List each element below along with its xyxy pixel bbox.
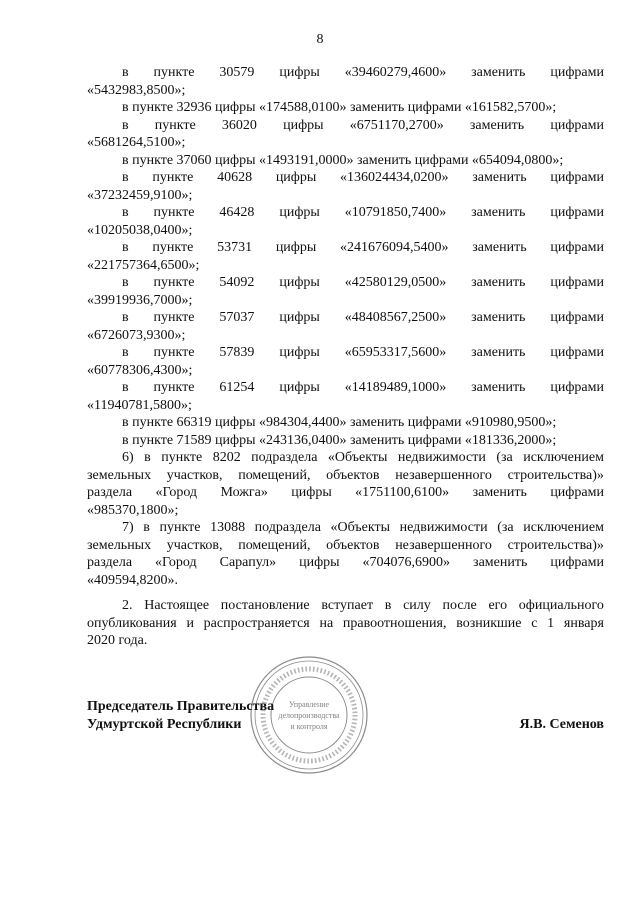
word: пункте [152, 240, 194, 255]
word: цифры [279, 310, 320, 325]
word: цифрами [550, 117, 604, 133]
word: цифры [275, 170, 317, 185]
paragraph [87, 239, 604, 274]
word: заменить [471, 380, 526, 395]
word: цифрами [550, 205, 604, 220]
word: заменить [471, 310, 526, 325]
word: заменить [472, 240, 527, 255]
word: цифры [299, 555, 340, 570]
word: 61254 [219, 380, 255, 395]
word: земельных [87, 537, 152, 553]
word: в [143, 520, 150, 535]
text-line [87, 484, 604, 502]
word: помещений, [238, 537, 311, 553]
word: опубликования [87, 615, 177, 631]
word: заменить [471, 65, 526, 80]
paragraph [87, 519, 604, 589]
text-line: «221757364,6500»; [87, 257, 200, 273]
text-line: «5432983,8500»; [87, 82, 186, 98]
word: раздела [87, 485, 133, 500]
word: Настоящее [144, 598, 210, 613]
word: пункте [152, 170, 194, 185]
word: 36020 [221, 117, 257, 133]
word: «6751170,2700» [349, 117, 444, 133]
text-line [87, 379, 604, 397]
word: 7) [122, 520, 134, 535]
text-line: «409594,8200». [87, 572, 178, 588]
word: недвижимости [397, 450, 486, 465]
word: после [442, 598, 477, 613]
word: цифрами [550, 485, 604, 500]
text-line: в пункте 71589 цифры «243136,0400» заменить цифрами «181336,2000»; [122, 432, 557, 448]
word: «136024434,0200» [340, 170, 449, 185]
signatory-title-line-2: Удмуртской Республики [87, 716, 242, 732]
word: заменить [472, 170, 527, 185]
word: 57839 [219, 345, 255, 360]
word: 53731 [217, 240, 253, 255]
text-line [87, 467, 604, 485]
signatory-title-line-1: Председатель Правительства [87, 699, 275, 714]
text-line: «10205038,0400»; [87, 222, 193, 238]
paragraph [87, 449, 604, 519]
word: заменить [473, 555, 528, 570]
word: 6) [122, 450, 134, 465]
word: в [122, 240, 129, 255]
word: в [122, 117, 129, 133]
paragraph [87, 274, 604, 309]
word: пункте [154, 117, 196, 133]
word: цифры [279, 275, 320, 290]
text-line [87, 449, 604, 467]
word: в [122, 275, 129, 290]
paragraph [87, 64, 604, 99]
paragraph [87, 432, 604, 450]
paragraph [87, 379, 604, 414]
text-line: 2020 года. [87, 633, 148, 648]
word: цифры [279, 205, 320, 220]
text-line [87, 64, 604, 82]
word: в [122, 310, 129, 325]
word: «48408567,2500» [344, 310, 447, 325]
word: Сарапул» [219, 555, 277, 570]
word: правоотношения, [342, 615, 447, 631]
word: цифры [279, 65, 320, 80]
word: 2. [122, 598, 133, 613]
word: пункте [153, 380, 195, 395]
word: «Город [155, 485, 198, 500]
word: пункте [153, 345, 195, 360]
word: «42580129,0500» [344, 275, 447, 290]
text-line [87, 309, 604, 327]
text-line [87, 519, 604, 537]
text-line [87, 274, 604, 292]
word: «Объекты [327, 450, 388, 465]
word: заменить [471, 345, 526, 360]
word: пункте [159, 520, 201, 535]
word: в [122, 345, 129, 360]
word: в [122, 170, 129, 185]
text-line [87, 597, 604, 615]
page-number: 8 [316, 32, 324, 47]
word: земельных [87, 467, 152, 483]
word: Можга» [220, 485, 268, 500]
text-line [87, 344, 604, 362]
word: «Объекты [330, 520, 391, 535]
word: заменить [471, 275, 526, 290]
paragraph [87, 99, 604, 117]
paragraph [87, 117, 604, 152]
word: «1751100,6100» [355, 485, 450, 500]
word: недвижимости [399, 520, 488, 535]
text-line: в пункте 32936 цифры «174588,0100» заменить цифрами «161582,5700»; [122, 100, 557, 115]
word: строительства)» [507, 537, 604, 553]
word: (за [496, 450, 513, 465]
text-line [87, 117, 604, 135]
word: пункте [153, 275, 195, 290]
text-line: «60778306,4300»; [87, 362, 193, 378]
word: пункте [153, 310, 195, 325]
word: на [319, 615, 334, 631]
text-line: «5681264,5100»; [87, 135, 186, 150]
word: «10791850,7400» [344, 205, 447, 220]
word: в [144, 450, 151, 465]
word: объектов [326, 467, 380, 483]
word: объектов [326, 537, 380, 553]
word: (за [497, 520, 514, 535]
word: в [122, 65, 129, 80]
word: цифрами [550, 240, 604, 255]
word: цифрами [550, 275, 604, 290]
text-line [87, 554, 604, 572]
paragraph [87, 204, 604, 239]
word: участков, [166, 537, 223, 553]
paragraph [87, 414, 604, 432]
word: исключением [523, 450, 604, 465]
word: пункте [153, 65, 195, 80]
word: цифрами [550, 555, 604, 570]
word: «14189489,1000» [344, 380, 447, 395]
word: цифры [279, 345, 320, 360]
word: и [186, 615, 194, 631]
word: 30579 [219, 65, 255, 80]
paragraph [87, 309, 604, 344]
word: пункте [161, 450, 203, 465]
word: в [122, 205, 129, 220]
word: распространяется [203, 615, 310, 631]
text-line: «11940781,5800»; [87, 397, 192, 413]
word: заменить [469, 117, 525, 133]
word: его [488, 598, 508, 613]
word: «65953317,5600» [344, 345, 447, 360]
word: «704076,6900» [362, 555, 451, 570]
paragraph-gap [87, 589, 604, 597]
word: исключением [523, 520, 604, 535]
word: незавершенного [395, 537, 492, 553]
word: 40628 [217, 170, 253, 185]
word: 57037 [219, 310, 255, 325]
word: раздела [87, 555, 133, 570]
word: силу [403, 598, 431, 613]
word: возникшие [456, 615, 522, 631]
word: постановление [220, 598, 310, 613]
word: помещений, [238, 467, 311, 483]
stamp-line-3: и контроля [290, 722, 328, 731]
word: подраздела [254, 520, 321, 535]
word: незавершенного [395, 467, 492, 483]
word: 46428 [219, 205, 255, 220]
word: «39460279,4600» [344, 65, 447, 80]
text-line: «39919936,7000»; [87, 292, 193, 308]
word: строительства)» [507, 467, 604, 483]
word: «Город [155, 555, 197, 570]
text-line [87, 169, 604, 187]
paragraph [87, 152, 604, 170]
word: цифрами [550, 170, 604, 185]
text-line: «6726073,9300»; [87, 327, 186, 343]
paragraph [87, 597, 604, 650]
word: цифры [275, 240, 317, 255]
word: цифрами [550, 345, 604, 360]
word: участков, [166, 467, 223, 483]
word: 54092 [219, 275, 255, 290]
word: цифрами [550, 65, 604, 80]
document-body [87, 64, 604, 650]
paragraph [87, 169, 604, 204]
text-line [87, 239, 604, 257]
text-line: «37232459,9100»; [87, 187, 193, 203]
word: с [531, 615, 538, 631]
stamp-line-1: Управление [288, 700, 330, 709]
word: в [384, 598, 392, 613]
word: цифрами [550, 380, 604, 395]
text-line: в пункте 66319 цифры «984304,4400» заменить цифрами «910980,9500»; [122, 415, 557, 430]
word: цифры [291, 485, 332, 500]
word: заменить [472, 485, 527, 500]
word: января [563, 615, 604, 631]
word: 13088 [210, 520, 246, 535]
word: официального [518, 598, 604, 613]
word: заменить [471, 205, 526, 220]
word: «241676094,5400» [340, 240, 449, 255]
word: 1 [547, 615, 555, 631]
word: цифры [279, 380, 320, 395]
text-line [87, 204, 604, 222]
word: пункте [153, 205, 195, 220]
word: цифрами [550, 310, 604, 325]
official-stamp-seal [248, 654, 370, 776]
word: вступает [321, 598, 374, 613]
text-line: в пункте 37060 цифры «1493191,0000» заменить цифрами «654094,0800»; [122, 152, 564, 168]
text-line: «985370,1800»; [87, 502, 179, 518]
text-line [87, 537, 604, 555]
stamp-line-2: делопроизводства [278, 711, 340, 720]
word: подраздела [251, 450, 318, 465]
signatory-name: Я.В. Семенов [519, 716, 604, 732]
word: цифры [283, 117, 324, 133]
text-line [87, 615, 604, 633]
word: в [122, 380, 129, 395]
signatory-title [87, 698, 274, 733]
word: 8202 [212, 450, 241, 465]
paragraph [87, 344, 604, 379]
